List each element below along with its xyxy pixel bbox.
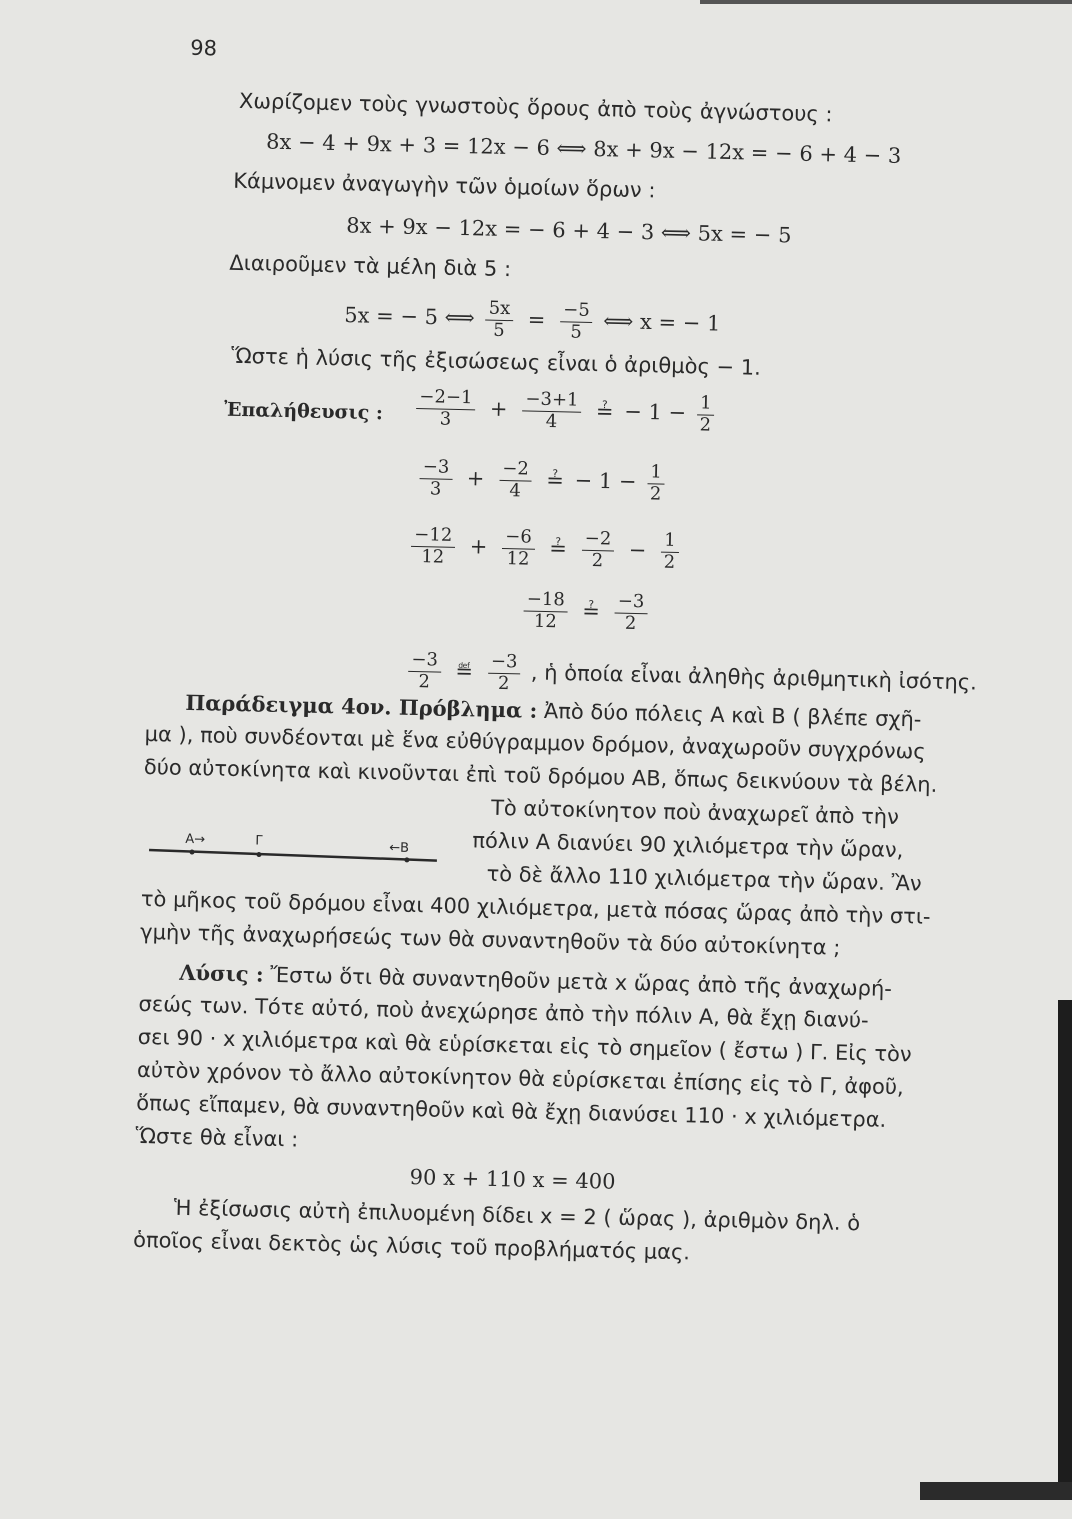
verification-row-2 (415, 457, 669, 505)
numerator: 1 (647, 462, 665, 484)
fraction (523, 589, 568, 632)
text-line: αὐτὸν χρόνον τὸ ἄλλο αὐτοκίνητον θὰ εὑρίσκεται ἐπίσης εἰς τὸ Γ, ἀφοῦ, (136, 1057, 905, 1100)
numerator: −3 (488, 652, 521, 674)
numerator: −3 (615, 592, 648, 614)
label-g: Γ (255, 833, 263, 849)
example-heading: Παράδειγμα 4ον. Πρόβλημα : (185, 689, 538, 723)
eq3-left: 5x = − 5 ⟺ (343, 303, 476, 330)
numerator: −6 (502, 527, 535, 549)
text-line: μα ), ποὺ συνδέονται μὲ ἕνα εὐθύγραμμον δρόμον, ἀναχωροῦν συγχρόνως (144, 721, 926, 764)
denominator: 2 (649, 483, 662, 505)
denominator: 4 (509, 479, 522, 502)
equation-1: 8x − 4 + 9x + 3 = 12x − 6 ⟺ 8x + 9x − 12x = − 6 + 4 − 3 (265, 129, 902, 168)
final-remark: , ἡ ὁποία εἶναι ἀληθὴς ἀριθμητικὴ ἰσότης. (530, 660, 978, 695)
denominator: 3 (429, 478, 442, 500)
operator: + (489, 396, 508, 421)
point-g (256, 852, 261, 857)
text-line: Ἔστω ὅτι θὰ συναντηθοῦν μετὰ x ὥρας ἀπὸ τῆς ἀναχωρή- (270, 962, 893, 1001)
denominator: 2 (663, 551, 676, 573)
intro-text: Χωρίζομεν τοὺς γνωστοὺς ὅρους ἀπὸ τοὺς ἀγνώστους : (238, 88, 833, 127)
page-number: 98 (190, 35, 218, 61)
text-line: τὸ μῆκος τοῦ δρόμου εἶναι 400 χιλιόμετρα, μετὰ πόσας ὥρας ἀπὸ τὴν στι- (140, 886, 931, 929)
fraction (647, 462, 665, 505)
numerator: 1 (661, 531, 679, 553)
equation-3 (344, 295, 721, 346)
fraction (485, 299, 514, 342)
final-equation: 90 x + 110 x = 400 (409, 1165, 616, 1194)
fraction (419, 457, 452, 500)
text-line: σει 90 · x χιλιόμετρα καὶ θὰ εὑρίσκεται εἰς τὸ σημεῖον ( ἔστω ) Γ. Εἰς τὸν (137, 1024, 912, 1067)
denominator: 2 (591, 549, 604, 571)
relation: ≟ (595, 398, 614, 424)
fraction (614, 592, 647, 635)
numerator: −2 (581, 529, 614, 551)
road-diagram (147, 824, 448, 871)
text-line: Ἡ ἐξίσωσις αὐτὴ ἐπιλυομένη δίδει x = 2 ( ὥρας ), ἀριθμὸν δηλ. ὁ (173, 1195, 861, 1236)
label-b: ←Β (389, 840, 410, 856)
relation: ≟ (582, 598, 601, 623)
fraction (522, 389, 582, 433)
text-line: πόλιν Α διανύει 90 χιλιόμετρα τὴν ὥραν, (472, 828, 904, 863)
denominator: 2 (699, 414, 712, 436)
relation: ≟ (546, 467, 565, 493)
fraction (411, 525, 456, 568)
verification-label: Ἐπαλήθευσις : (223, 398, 384, 425)
rhs: − 1 − (574, 468, 637, 494)
denominator: 3 (439, 408, 452, 430)
denominator: 2 (418, 670, 431, 693)
fraction (499, 459, 532, 502)
text-line: Τὸ αὐτοκίνητον ποὺ ἀναχωρεῖ ἀπὸ τὴν (490, 795, 900, 830)
denominator: 4 (545, 410, 558, 432)
divide-text: Διαιροῦμεν τὰ μέλη διὰ 5 : (229, 250, 512, 282)
eq3-right: ⟺ x = − 1 (603, 308, 721, 336)
label-a: Α→ (185, 831, 206, 848)
text-line: σεώς των. Τότε αὐτό, ποὺ ἀνεχώρησε ἀπὸ τὴν πόλιν Α, θὰ ἔχῃ διανύ- (138, 991, 869, 1033)
operator: + (466, 465, 485, 491)
numerator: −2 (499, 459, 532, 481)
point-b (404, 857, 409, 862)
text-line: Ὥστε θὰ εἶναι : (135, 1123, 299, 1152)
denominator: 2 (624, 612, 637, 634)
text-line: ὁποῖος εἶναι δεκτὸς ὡς λύσις τοῦ προβλήματός μας. (132, 1227, 691, 1265)
fraction (487, 652, 520, 695)
equation-2: 8x + 9x − 12x = − 6 + 4 − 3 ⟺ 5x = − 5 (346, 213, 792, 248)
numerator: 1 (697, 393, 715, 415)
text-line: γμὴν τῆς ἀναχωρήσεώς των θὰ συναντηθοῦν τὰ δύο αὐτοκίνητα ; (139, 919, 841, 960)
numerator: −12 (411, 525, 455, 548)
text-line: τὸ δὲ ἄλλο 110 χιλιόμετρα τὴν ὥραν. Ἂν (486, 861, 922, 896)
text-line: δύο αὐτοκίνητα καὶ κινοῦνται ἐπὶ τοῦ δρόμου ΑΒ, ὅπως δεικνύουν τὰ βέλη. (143, 754, 938, 797)
numerator: −3+1 (522, 389, 582, 412)
solution-statement: Ὥστε ἡ λύσις τῆς ἐξισώσεως εἶναι ὁ ἀριθμὸς − 1. (231, 343, 762, 380)
operator: − (628, 537, 647, 562)
relation: ≟ (548, 535, 568, 561)
denominator: 5 (493, 319, 505, 341)
scan-edge (1058, 1000, 1072, 1500)
solution-label: Λύσις : (179, 959, 264, 987)
numerator: 5x (485, 299, 513, 321)
numerator: −3 (408, 650, 441, 672)
fraction (502, 527, 535, 570)
numerator: −3 (420, 457, 453, 479)
verification-row-4 (519, 589, 651, 634)
equals: = (527, 307, 546, 332)
denominator: 12 (533, 610, 558, 632)
numerator: −5 (560, 300, 593, 322)
scan-edge (700, 0, 1072, 4)
point-a (189, 849, 194, 854)
fraction (581, 529, 614, 572)
fraction (696, 393, 714, 436)
scan-edge (920, 1482, 1072, 1500)
denominator: 12 (421, 545, 445, 568)
relation: ≝ (455, 658, 474, 684)
denominator: 5 (570, 321, 583, 343)
fraction (661, 531, 679, 574)
fraction (560, 300, 593, 343)
operator: + (469, 533, 488, 559)
denominator: 2 (497, 672, 510, 694)
text-line: ὅπως εἴπαμεν, θὰ συναντηθοῦν καὶ θὰ ἔχῃ διανύσει 110 · x χιλιόμετρα. (136, 1090, 887, 1132)
numerator: −2−1 (416, 387, 476, 410)
text-line: Ἀπὸ δύο πόλεις Α καὶ Β ( βλέπε σχῆ- (543, 698, 922, 732)
denominator: 12 (506, 547, 530, 570)
rhs: − 1 − (623, 399, 687, 425)
verification-row-3 (407, 525, 683, 574)
numerator: −18 (524, 589, 568, 612)
fraction (416, 387, 476, 431)
reduce-text: Κάμνομεν ἀναγωγὴν τῶν ὁμοίων ὅρων : (232, 168, 656, 203)
verification-row-1 (412, 387, 719, 436)
fraction (408, 650, 441, 693)
